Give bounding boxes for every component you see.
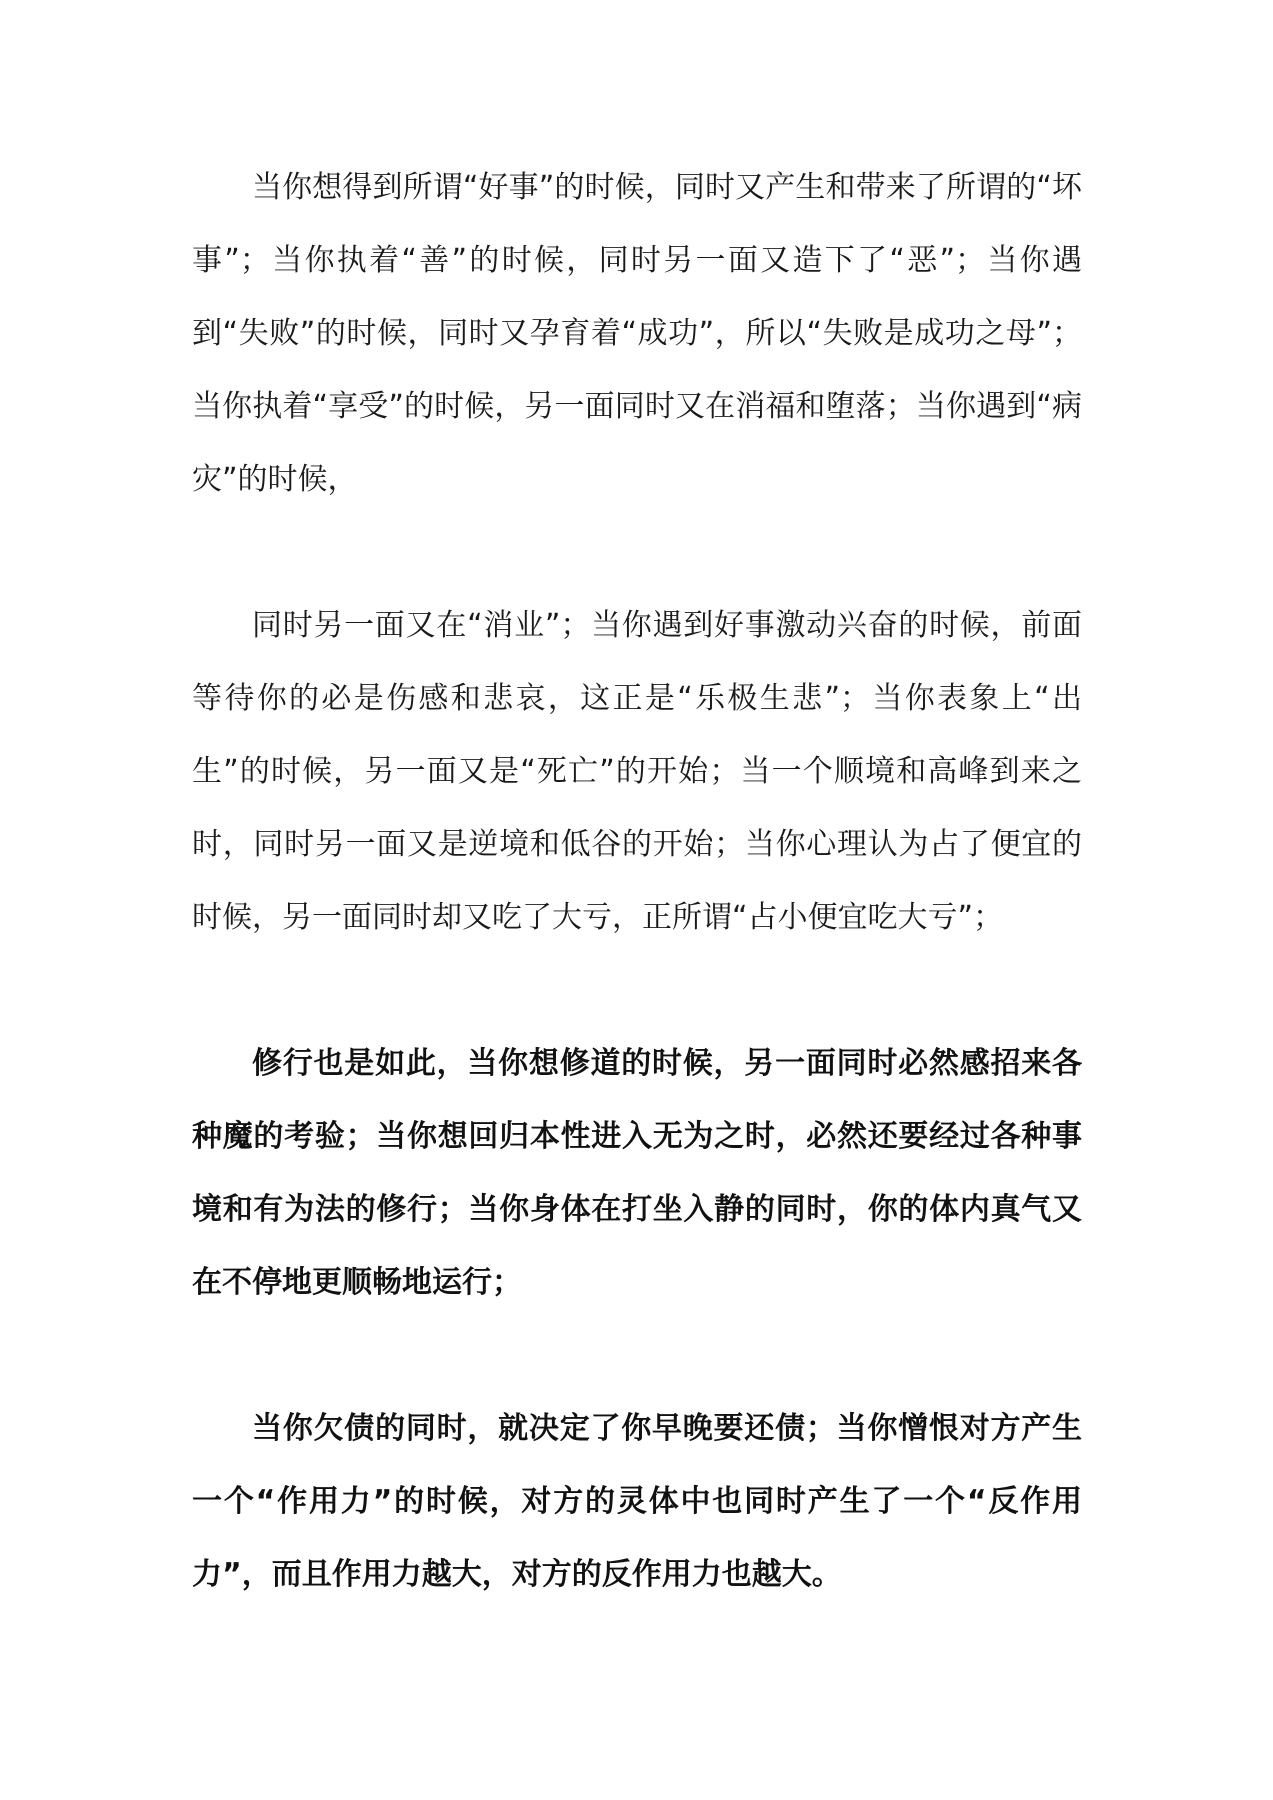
paragraph-3: 修行也是如此，当你想修道的时候，另一面同时必然感招来各种魔的考验；当你想回归本性进入无为之时，必然还要经过各种事境和有为法的修行；当你身体在打坐入静的同时，你的体内真气又在不停地更顺畅地运行； — [192, 1046, 1082, 1300]
document-body — [192, 151, 1082, 1611]
paragraph-2: 同时另一面又在“消业”；当你遇到好事激动兴奋的时候，前面等待你的必是伤感和悲哀，这正是“乐极生悲”；当你表象上“出生”的时候，另一面又是“死亡”的开始；当一个顺境和高峰到来之时，同时另一面又是逆境和低谷的开始；当你心理认为占了便宜的时候，另一面同时却又吃了大亏，正所谓“占小便宜吃大亏”； — [192, 608, 1082, 935]
paragraph-4: 当你欠债的同时，就决定了你早晚要还债；当你憎恨对方产生一个“作用力”的时候，对方的灵体中也同时产生了一个“反作用力”，而且作用力越大，对方的反作用力也越大。 — [192, 1411, 1082, 1592]
paragraph-1: 当你想得到所谓“好事”的时候，同时又产生和带来了所谓的“坏事”；当你执着“善”的时候，同时另一面又造下了“恶”；当你遇到“失败”的时候，同时又孕育着“成功”，所以“失败是成功之母”；当你执着“享受”的时候，另一面同时又在消福和堕落；当你遇到“病灾”的时候， — [192, 170, 1082, 497]
